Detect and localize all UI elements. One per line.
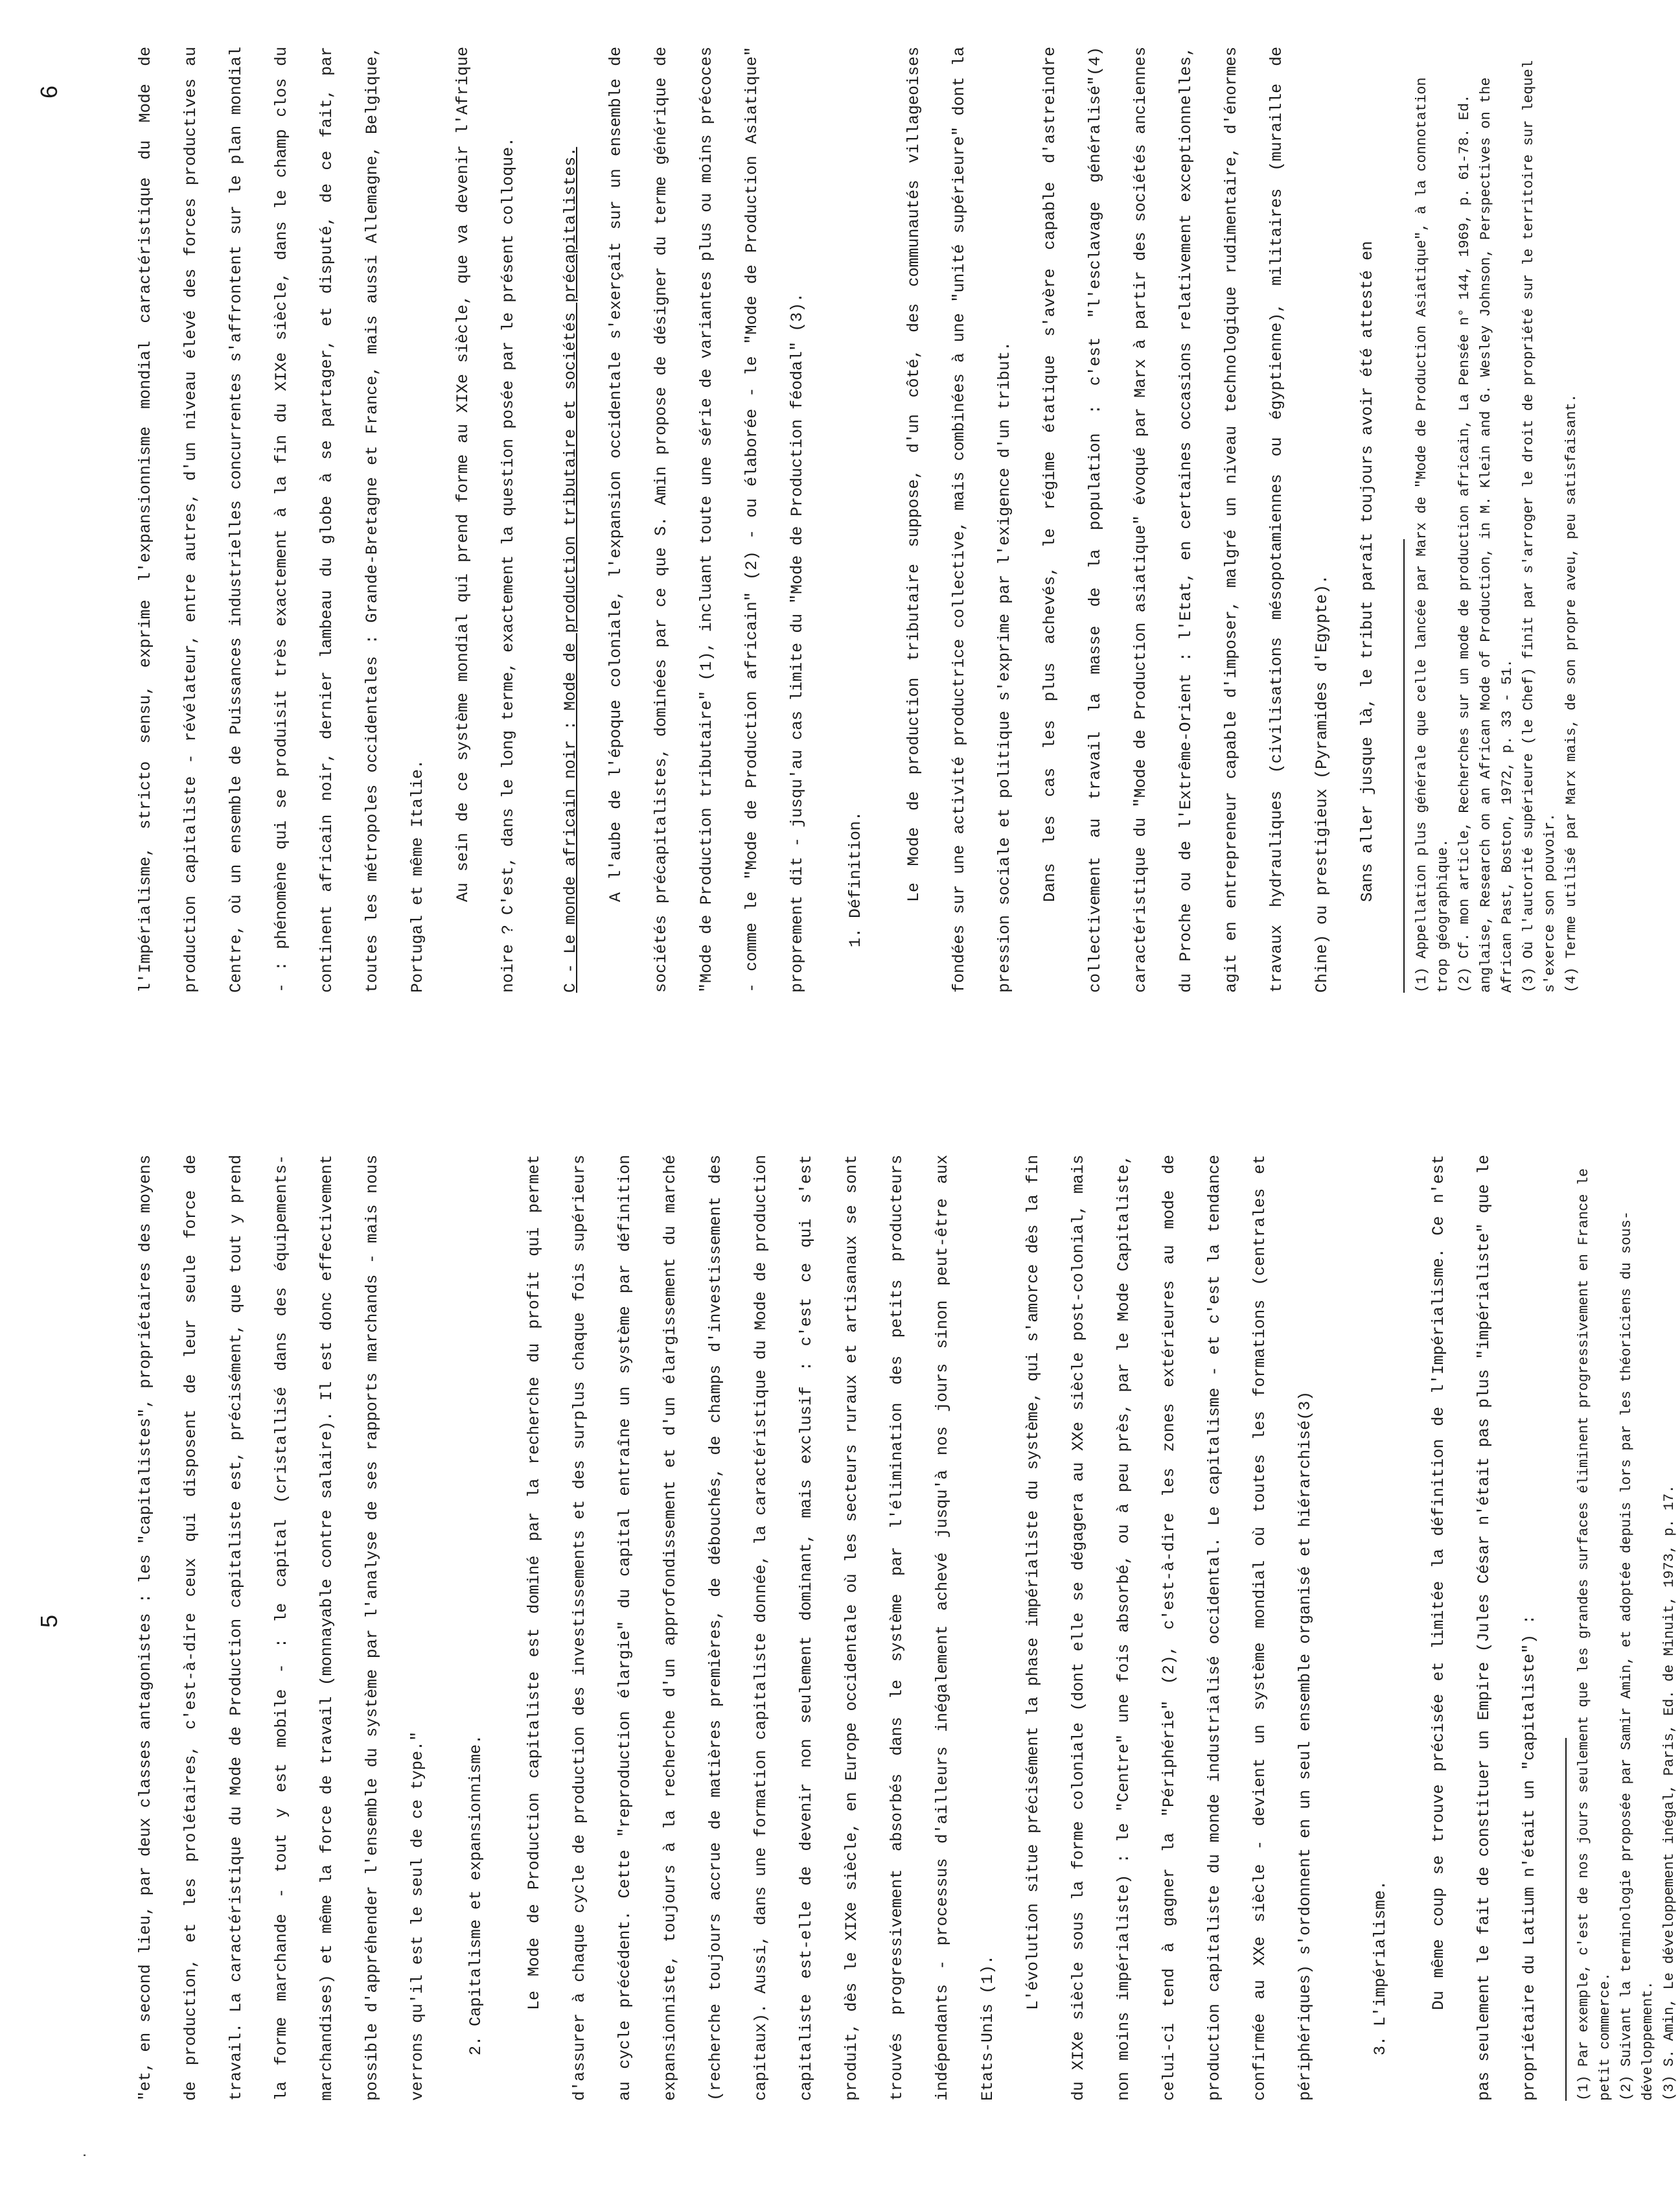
footnotes-page-5: [1573, 1155, 1680, 2101]
page-6-column: [123, 47, 1582, 993]
section-heading-3: 3. L'impérialisme.: [1371, 1880, 1390, 2055]
footnote: (2) Cf. mon article, Recherches sur un mode de production africain, La Pensée n° 144, 1969, p. 61-78. Ed. anglaise, Research on an African Mode of Production, in M. Klein and G. Wesley Johnson, Perspectives on the African Past, Boston, 1972, p. 33 - 51.: [1456, 77, 1515, 993]
page-5-column: [123, 1155, 1680, 2101]
paragraph-imperialism-def: Du même coup se trouve précisée et limitée la définition de l'Impérialisme. Ce n'est pas seulement le fait de constituer un Empire (Jules César n'était pas plus "impérialiste" que le propriétaire du Latium n'était un "capitaliste") :: [1429, 1155, 1539, 2101]
paragraph-tribute: Sans aller jusque là, le tribut paraît toujours avoir été attesté en: [1358, 240, 1377, 902]
footnote: (2) Suivant la terminologie proposée par Samir Amin, et adoptée depuis lors par les théoriciens du sous-développement.: [1618, 1210, 1656, 2101]
footnotes-page-6: [1411, 47, 1582, 993]
footnote: (4) Terme utilisé par Marx mais, de son propre aveu, peu satisfaisant.: [1563, 393, 1580, 993]
footnote: (3) Où l'autorité supérieure (le Chef) finit par s'arroger le droit de propriété sur le territoire sur lequel s'exerce son pouvoir.: [1521, 60, 1558, 993]
paragraph-state-regime: Dans les cas les plus achevés, le régime étatique s'avère capable d'astreindre collectivement au travail la masse de la population : c'est "l'esclavage généralisé"(4) caractéristique du "Mode de Production asiatique" évoqué par Marx à partir des sociétés anciennes du Proche ou de l'Extrême-Orient : l'Etat, en certaines occasions relativement exceptionnelles, agit en entrepreneur capable d'imposer, malgré un niveau technologique rudimentaire, d'énormes travaux hydrauliques (civilisations mésopotamiennes ou égyptienne), militaires (muraille de Chine) ou prestigieux (Pyramides d'Egypte).: [1041, 47, 1331, 993]
paragraph-question: Au sein de ce système mondial qui prend forme au XIXe siècle, que va devenir l'Afrique noire ? C'est, dans le long terme, exactement la question posée par le présent colloque.: [454, 47, 518, 993]
margin-mark: ·: [78, 2151, 93, 2159]
footnote-rule: [1565, 1738, 1573, 2101]
paragraph-tributary: Le Mode de production tributaire suppose, d'un côté, des communautés villageoises fondées sur une activité productrice collective, mais combinées à une "unité supérieure" dont la pression sociale et politique s'exprime par l'exigence d'un tribut.: [904, 47, 1014, 993]
section-heading-definition: 1. Définition.: [846, 811, 865, 947]
footnote: (3) S. Amin, Le développement inégal, Paris, Ed. de Minuit, 1973, p. 17.: [1661, 1485, 1677, 2101]
footnote-rule: [1403, 539, 1411, 993]
paragraph-capitalism: Le Mode de Production capitaliste est dominé par la recherche du profit qui permet d'assurer à chaque cycle de production des investissements et des surplus chaque fois supérieurs au cycle précédent. Cette "reproduction élargie" du capital entraîne un système par définition expansionniste, toujours à la recherche d'un approfondissement et d'un élargissement du marché (recherche toujours accrue de matières premières, de débouchés, de champs d'investissement des capitaux). Aussi, dans une formation capitaliste donnée, la caractéristique du Mode de production capitaliste est-elle de devenir non seulement dominant, mais exclusif : c'est ce qui s'est produit, dès le XIXe siècle, en Europe occidentale où les secteurs ruraux et artisanaux se sont trouvés progressivement absorbés dans le système par l'élimination des petits producteurs indépendants - processus d'ailleurs inégalement achevé jusqu'à nos jours sinon peut-être aux Etats-Unis (1).: [525, 1155, 997, 2101]
section-heading-2: 2. Capitalisme et expansionnisme.: [466, 1734, 485, 2055]
footnote: (1) Par exemple, c'est de nos jours seulement que les grandes surfaces éliminent progressivement en France le petit commerce.: [1576, 1168, 1613, 2101]
footnote: (1) Appellation plus générale que celle lancée par Marx de "Mode de Production Asiatique", à la connotation trop géographique.: [1414, 77, 1451, 993]
paragraph-quote-end: "et, en second lieu, par deux classes antagonistes : les "capitalistes", propriétaires des moyens de production, et les prolétaires, c'est-à-dire ceux qui disposent de leur seule force de travail. La caractéristique du Mode de Production capitaliste est, précisément, que tout y prend la forme marchande - tout y est mobile - : le capital (cristallisé dans des équipements-marchandises) et même la force de travail (monnayable contre salaire). Il est donc effectivement possible d'appréhender l'ensemble du système par l'analyse de ses rapports marchands - mais nous verrons qu'il est le seul de ce type.": [136, 1155, 427, 2101]
page-number-5: 5: [36, 1614, 62, 1628]
paragraph-evolution: L'évolution situe précisément la phase impérialiste du système, qui s'amorce dès la fin du XIXe siècle sous la forme coloniale (dont elle se dégagera au XXe siècle post-colonial, mais non moins impérialiste) : le "Centre" une fois absorbé, ou à peu près, par le Mode Capitaliste, celui-ci tend à gagner la "Périphérie" (2), c'est-à-dire les zones extérieures au mode de production capitaliste du monde industrialisé occidental. Le capitalisme - et c'est la tendance confirmée au XXe siècle - devient un système mondial où toutes les formations (centrales et périphériques) s'ordonnent en un seul ensemble organisé et hiérarchisé(3): [1024, 1155, 1315, 2101]
section-heading-c: C - Le monde africain noir : Mode de production tributaire et sociétés précapitalistes.: [561, 146, 580, 993]
paragraph-dawn-colonial: A l'aube de l'époque coloniale, l'expansion occidentale s'exerçait sur un ensemble de sociétés précapitalistes, dominées par ce que S. Amin propose de désigner du terme générique de "Mode de Production tributaire" (1), incluant toute une série de variantes plus ou moins précoces - comme le "Mode de Production africain" (2) - ou élaborée - le "Mode de Production Asiatique" proprement dit - jusqu'au cas limite du "Mode de Production féodal" (3).: [606, 47, 807, 993]
paragraph-imperialism: l'Impérialisme, stricto sensu, exprime l'expansionnisme mondial caractéristique du Mode de production capitaliste - révélateur, entre autres, d'un niveau élevé des forces productives au Centre, où un ensemble de Puissances industrielles concurrentes s'affrontent sur le plan mondial - : phénomène qui se produisit très exactement à la fin du XIXe siècle, dans le champ clos du continent africain noir, dernier lambeau du globe à se partager, et disputé, de ce fait, par toutes les métropoles occidentales : Grande-Bretagne et France, mais aussi Allemagne, Belgique, Portugal et même Italie.: [136, 47, 427, 993]
page-number-6: 6: [36, 85, 62, 98]
